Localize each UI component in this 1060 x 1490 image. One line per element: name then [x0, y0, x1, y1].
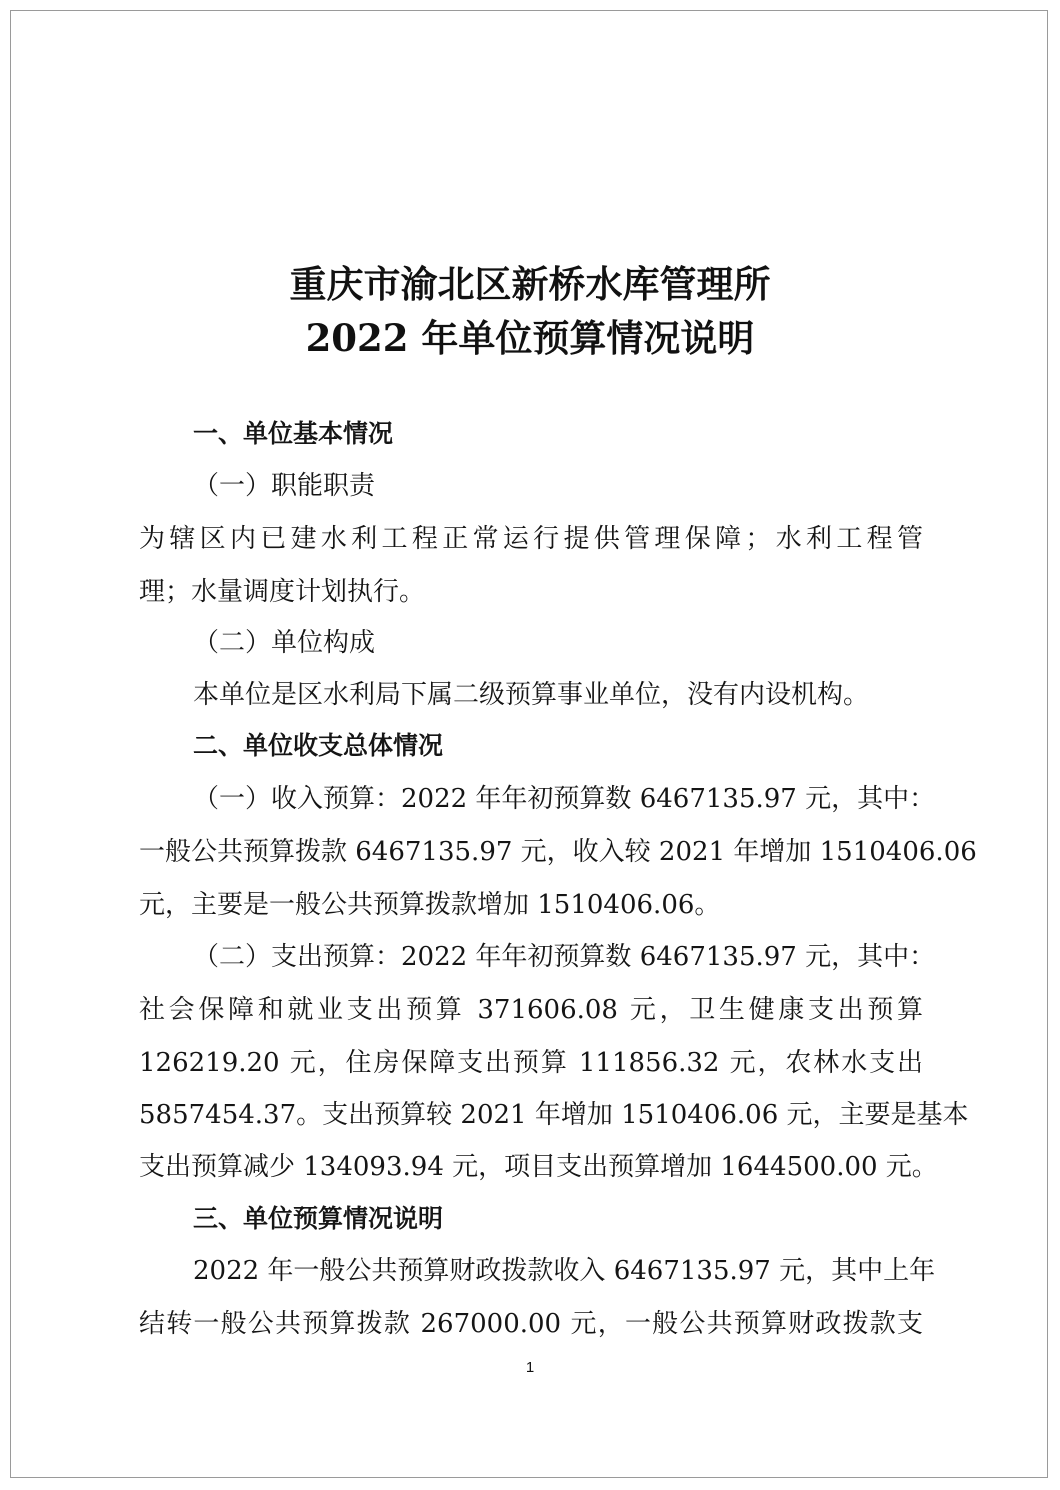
document-title-line-1: 重庆市渝北区新桥水库管理所 [289, 262, 771, 306]
paragraph-line: 一般公共预算拨款 6467135.97 元，收入较 2021 年增加 1510406.06 [139, 837, 977, 867]
paragraph-line: 支出预算减少 134093.94 元，项目支出预算增加 1644500.00 元。 [139, 1152, 938, 1182]
subsection-heading-composition: （二）单位构成 [193, 628, 376, 658]
section-heading-2: 二、单位收支总体情况 [193, 731, 444, 760]
paragraph-line: 元，主要是一般公共预算拨款增加 1510406.06。 [139, 890, 721, 920]
paragraph-line: 理；水量调度计划执行。 [139, 577, 426, 607]
paragraph-line: 为辖区内已建水利工程正常运行提供管理保障；水利工程管 [139, 524, 923, 554]
section-heading-1: 一、单位基本情况 [193, 419, 394, 448]
paragraph-line: 社会保障和就业支出预算 371606.08 元，卫生健康支出预算 [139, 995, 923, 1025]
subsection-heading-functions: （一）职能职责 [193, 471, 376, 501]
document-page [10, 10, 1048, 1478]
paragraph-line: 126219.20 元，住房保障支出预算 111856.32 元，农林水支出 [139, 1048, 923, 1078]
section-heading-3: 三、单位预算情况说明 [193, 1204, 444, 1233]
paragraph-line: 2022 年一般公共预算财政拨款收入 6467135.97 元，其中上年 [193, 1256, 936, 1286]
document-title-line-2: 2022 年单位预算情况说明 [305, 316, 755, 360]
paragraph-line: （二）支出预算：2022 年年初预算数 6467135.97 元，其中： [193, 942, 936, 972]
paragraph-line: 5857454.37。支出预算较 2021 年增加 1510406.06 元，主要是基本 [139, 1100, 969, 1130]
page-number: 1 [525, 1359, 535, 1376]
paragraph-line: 本单位是区水利局下属二级预算事业单位，没有内设机构。 [193, 680, 870, 710]
paragraph-line: （一）收入预算：2022 年年初预算数 6467135.97 元，其中： [193, 784, 936, 814]
paragraph-line: 结转一般公共预算拨款 267000.00 元，一般公共预算财政拨款支 [139, 1309, 923, 1339]
